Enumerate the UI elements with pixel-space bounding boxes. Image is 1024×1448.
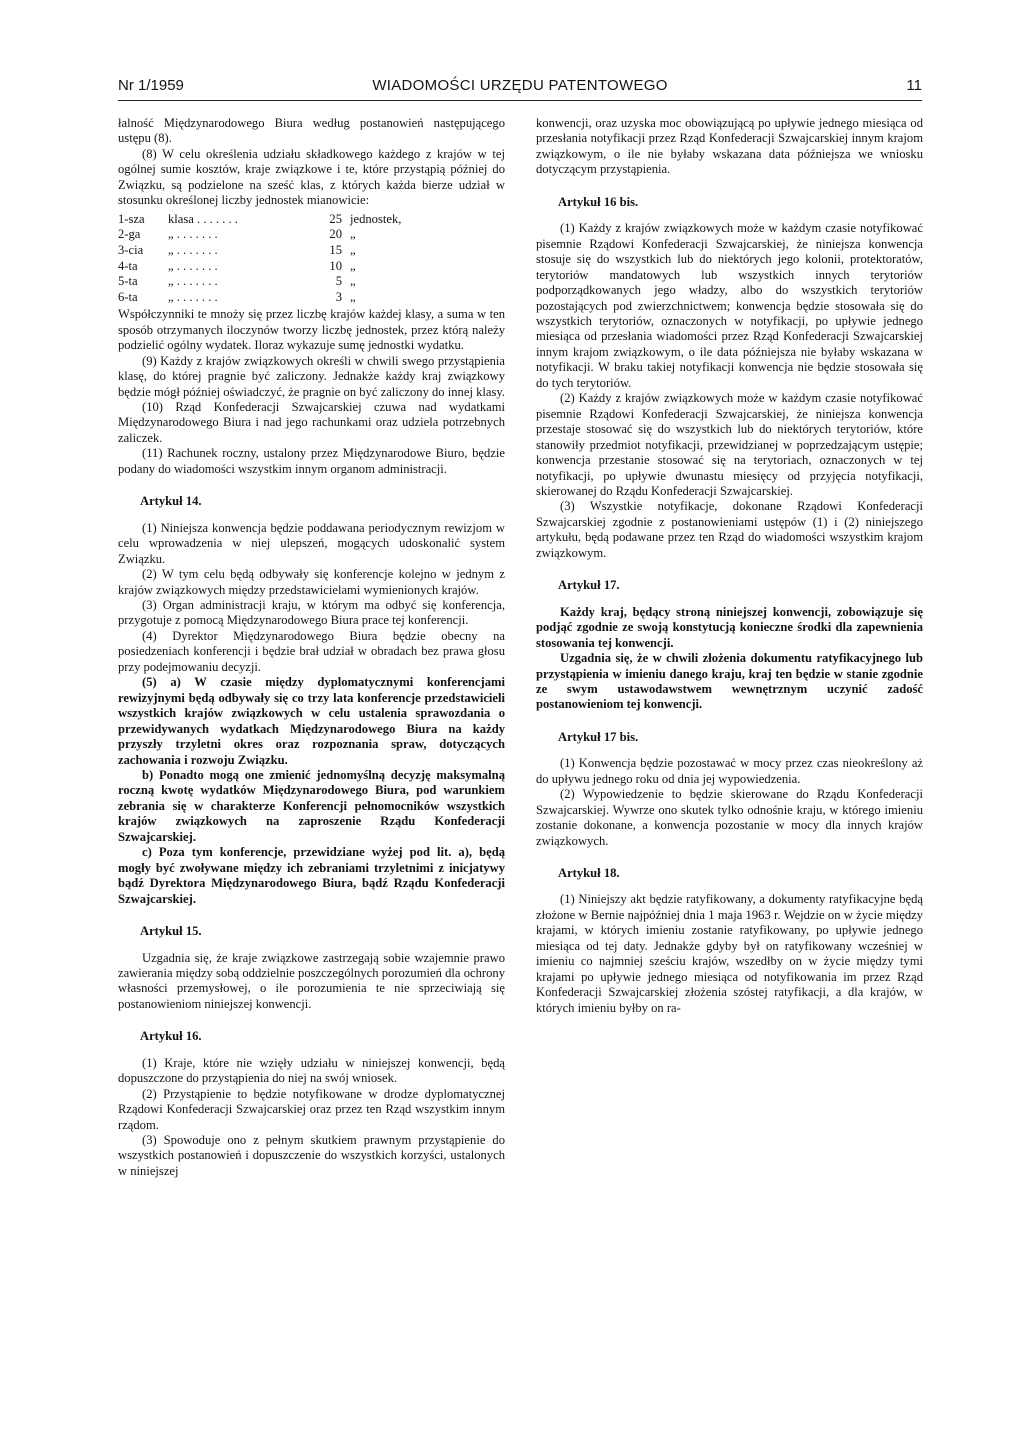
art16bis-p3: (3) Wszystkie notyfikacje, dokonane Rządowi Konfederacji Szwajcarskiej zgodnie z postanowieniami ustępów (1) i (2) niniejszego artykułu, będą podawane przez ten Rząd do wiadomości wszystkim krajom związkowym. [536,499,923,560]
art14-p5a: (5) a) W czasie między dyplomatycznymi konferencjami rewizyjnymi będą odbywały się co trzy lata konferencje przedstawicieli wszystkich krajów związkowych w celu ustalenia sprawozdania o przewidywanych wydatkach Międzynarodowego Biura na każdy przyszły trzyletni okres oraz rozpoznania spraw, dotyczących zachowania i rozwoju Związku. [118,675,505,767]
page-number: 11 [906,77,922,94]
art17bis-p2: (2) Wypowiedzenie to będzie skierowane do Rządu Konfederacji Szwajcarskiej. Wywrze ono skutek tylko odnośnie kraju, w którego imieniu zostanie dokonane, a konwencja pozostanie w mocy dla innych krajów związkowych. [536,787,923,848]
right-column [536,116,923,1016]
continued-paragraph: łalność Międzynarodowego Biura według postanowień następującego ustępu (8). [118,116,505,146]
class-label: „ . . . . . . . [168,242,218,257]
art18-p1: (1) Niniejszy akt będzie ratyfikowany, a dokumenty ratyfikacyjne będą złożone w Bernie najpóźniej dnia 1 maja 1963 r. Wejdzie on w życie między krajami, w których imieniu zostanie ratyfikowany, po upływie jednego miesiąca od tej daty. Jednakże gdyby był on ratyfikowany wcześniej w imieniu co najmniej sześciu krajów, wszedłby on w życie między tymi krajami po upływie jednego miesiąca od notyfikowania im przez Rząd Konfederacji Szwajcarskiej złożenia szóstej ratyfikacji, a dla krajów, w których imieniu byłby on ra- [536,892,923,1015]
class-label: „ . . . . . . . [168,227,218,242]
class-klasa: 5-ta [118,274,138,289]
class-unit: „ [350,242,356,257]
art14-p5b: b) Ponadto mogą one zmienić jednomyślną decyzję maksymalną roczną kwotę wydatków Międzynarodowego Biura, pod warunkiem zebrania się w charakterze Konferencji pełnomocników wszystkich krajów związkowych na zaproszenie Rządu Konfederacji Szwajcarskiej. [118,767,505,844]
class-unit: „ [350,289,356,304]
art17bis-p1: (1) Konwencja będzie pozostawać w mocy przez czas nieokreślony aż do upływu jednego roku od dnia jej wypowiedzenia. [536,756,923,786]
article-14-heading: Artykuł 14. [140,494,202,509]
article-18-heading: Artykuł 18. [558,866,620,881]
article-17-heading: Artykuł 17. [558,578,620,593]
issue-number: Nr 1/1959 [118,77,184,94]
class-n: 3 [335,289,342,304]
class-klasa: 6-ta [118,289,138,304]
class-label: „ . . . . . . . [168,289,218,304]
journal-title: WIADOMOŚCI URZĘDU PATENTOWEGO [372,77,668,94]
class-n: 10 [329,258,342,273]
class-klasa: 1-sza [118,211,145,226]
art16bis-p1: (1) Każdy z krajów związkowych może w każdym czasie notyfikować pisemnie Rządowi Konfederacji Szwajcarskiej, że niniejsza konwencja stosuje się do wszystkich lub do niektórych jego kolonii, protektoratów, terytoriów mandatowych lub wszystkich innych terytoriów podporządkowanych jego władzy, albo do wszystkich terytoriów pozostających pod zwierzchnictwem; konwencja będzie stosowała się do wszystkich terytoriów, oznaczonych w notyfikacji, po upływie jednego miesiąca od przesłania wiadomości przez Rząd Konfederacji Szwajcarskiej innym krajom związkowym, o ile data późniejsza nie byłaby wskazana w notyfikacji. W braku takiej notyfikacji konwencja nie będzie stosowała się do tych terytoriów. [536,221,923,390]
class-row [118,290,498,306]
continued-paragraph-right: konwencji, oraz uzyska moc obowiązującą po upływie jednego miesiąca od przesłania notyfikacji przez Rząd Konfederacji Szwajcarskiej innym krajom związkowym, o ile nie byłaby wskazana data późniejsza we wniosku dotyczącym przystąpienia. [536,116,923,177]
article-17bis-heading: Artykuł 17 bis. [558,729,639,744]
class-label: „ . . . . . . . [168,258,218,273]
art14-p2: (2) W tym celu będą odbywały się konferencje kolejno w jednym z krajów związkowych między przedstawicielami wymienionych krajów. [118,567,505,597]
art14-p4: (4) Dyrektor Międzynarodowego Biura będzie obecny na posiedzeniach konferencji i będzie brał udział w obradach bez prawa głosu przy podejmowaniu decyzji. [118,628,505,674]
article-15-heading: Artykuł 15. [140,924,202,939]
paragraph-8: (8) W celu określenia udziału składkowego każdego z krajów w tej ogólnej sumie kosztów, kraje związkowe i te, które przystąpią później do Związku, są podzielone na sześć klas, z których każda bierze udział w stosunku określonej liczby jednostek mianowicie: [118,146,505,208]
art16bis-p2: (2) Każdy z krajów związkowych może w każdym czasie notyfikować pisemnie Rządowi Konfederacji Szwajcarskiej, że niniejsza konwencja przestaje stosować się do wszystkich lub do niektórych terytoriów, które stanowiły przedmiot notyfikacji, przewidzianej w poprzedzającym ustępie; konwencja przestanie stosować się na terytoriach, oznaczonych w tej notyfikacji, po upływie dwunastu miesięcy od przyjęcia notyfikacji, skierowanej do Rządu Konfederacji Szwajcarskiej. [536,391,923,498]
article-16-heading: Artykuł 16. [140,1029,202,1044]
paragraph-10: (10) Rząd Konfederacji Szwajcarskiej czuwa nad wydatkami Międzynarodowego Biura i nad jego rachunkami oraz udziela potrzebnych zaliczek. [118,400,505,445]
art16-p1: (1) Kraje, które nie wzięły udziału w niniejszej konwencji, będą dopuszczone do przystąpienia do niej na swój wniosek. [118,1055,505,1086]
class-label: klasa . . . . . . . [168,211,238,226]
class-n: 5 [335,274,342,289]
art14-p1: (1) Niniejsza konwencja będzie poddawana periodycznym rewizjom w celu wprowadzenia w niej ulepszeń, mogących udoskonalić system Związku. [118,520,505,566]
class-klasa: 3-cia [118,242,144,257]
art16-p2: (2) Przystąpienie to będzie notyfikowane w drodze dyplomatycznej Rządowi Konfederacji Szwajcarskiej oraz przez ten Rząd wszystkim innym rządom. [118,1086,505,1132]
paragraph-8-cont: Współczynniki te mnoży się przez liczbę krajów każdej klasy, a suma w ten sposób otrzymanych iloczynów tworzy liczbę jednostek, przez którą należy podzielić ogólny wydatek. Iloraz wykazuje sumę jednostki wydatku. [118,307,505,353]
paragraph-11: (11) Rachunek roczny, ustalony przez Międzynarodowe Biuro, będzie podany do wiadomości wszystkim innym organom administracji. [118,446,505,476]
class-klasa: 2-ga [118,227,141,242]
art16-p3: (3) Spowoduje ono z pełnym skutkiem prawnym przystąpienie do wszystkich postanowień i dopuszczenie do wszystkich korzyści, ustalonych w niniejszej [118,1133,505,1178]
class-row [118,212,498,228]
class-row [118,274,498,290]
class-row [118,259,498,275]
class-unit: „ [350,227,356,242]
paragraph-9: (9) Każdy z krajów związkowych określi w chwili swego przystąpienia klasę, do której pragnie być zaliczony. Jednakże każdy kraj związkowy będzie mógł później oświadczyć, że pragnie on być zaliczony do innej klasy. [118,353,505,399]
class-row [118,243,498,259]
class-n: 15 [329,242,342,257]
class-label: „ . . . . . . . [168,274,218,289]
class-table [118,212,498,306]
class-unit: „ [350,274,356,289]
class-unit: „ [350,258,356,273]
article-16bis-heading: Artykuł 16 bis. [558,194,639,209]
art14-p5c: c) Poza tym konferencje, przewidziane wyżej pod lit. a), będą mogły być zwoływane między ich zebraniami trzyletnimi z inicjatywy bądź Dyrektora Międzynarodowego Biura, bądź Rządu Konfederacji Szwajcarskiej. [118,845,505,906]
art14-p3: (3) Organ administracji kraju, w którym ma odbyć się konferencja, przygotuje z pomocą Międzynarodowego Biura prace tej konferencji. [118,597,505,628]
class-n: 20 [329,227,342,242]
class-unit: jednostek, [350,211,402,226]
class-klasa: 4-ta [118,258,138,273]
class-n: 25 [329,211,342,226]
art17-p1: Każdy kraj, będący stroną niniejszej konwencji, zobowiązuje się podjąć zgodnie ze swoją konstytucją konieczne środki dla zapewnienia stosowania tej konwencji. [536,604,923,650]
page-header [118,77,922,99]
art17-p2: Uzgadnia się, że w chwili złożenia dokumentu ratyfikacyjnego lub przystąpienia w imieniu danego kraju, kraj ten będzie w stanie zgodnie ze swym ustawodawstwem wewnętrznym uczynić zadość postanowieniom tej konwencji. [536,651,923,712]
header-rule [118,100,922,101]
left-column [118,116,505,1179]
art15-p1: Uzgadnia się, że kraje związkowe zastrzegają sobie wzajemnie prawo zawierania między sobą oddzielnie poszczególnych porozumień dla ochrony własności przemysłowej, o ile porozumienia te nie sprzeciwiają się postanowieniom niniejszej konwencji. [118,950,505,1011]
class-row [118,227,498,243]
